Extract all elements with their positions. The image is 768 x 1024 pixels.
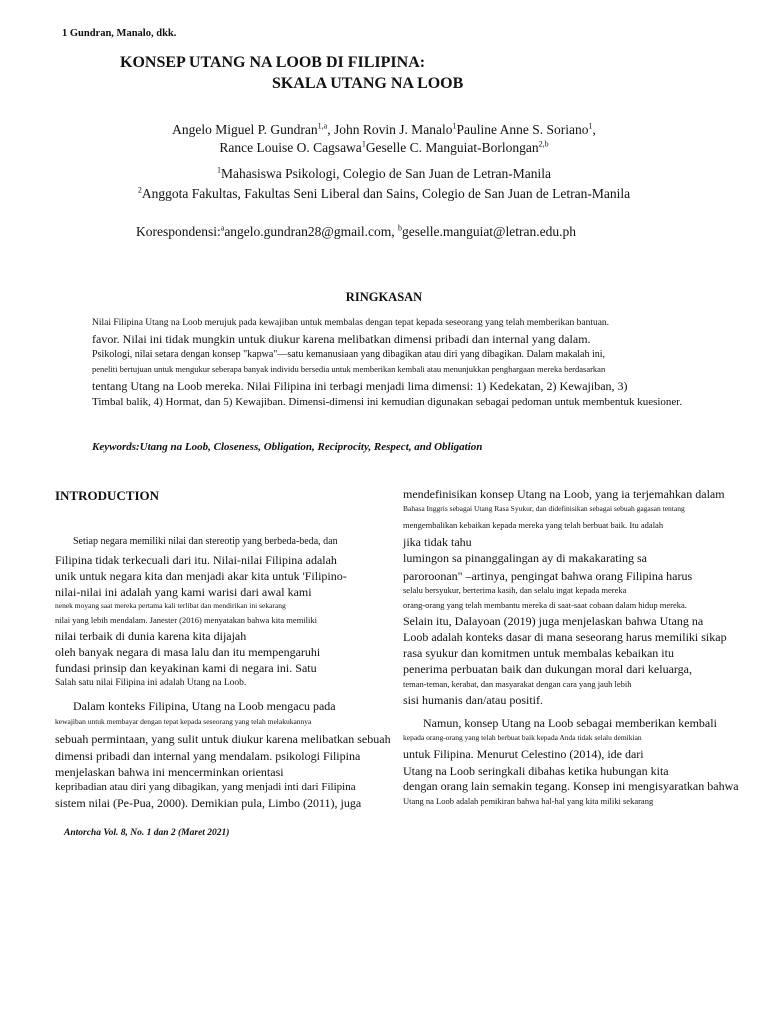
author-line-1 xyxy=(0,122,768,138)
body-line: Utang na Loob adalah pemikiran bahwa hal-hal yang kita miliki sekarang xyxy=(403,796,654,806)
body-line: nilai terbaik di dunia karena kita dijajah xyxy=(55,629,247,643)
author-name: Rance Louise O. Cagsawa xyxy=(219,140,362,155)
body-line: sebuah permintaan, yang sulit untuk diukur karena melibatkan sebuah xyxy=(55,732,391,746)
body-line: sistem nilai (Pe-Pua, 2000). Demikian pula, Limbo (2011), juga xyxy=(55,796,362,810)
body-line: untuk Filipina. Menurut Celestino (2014), ide dari xyxy=(403,747,644,761)
body-line: teman-teman, kerabat, dan masyarakat dengan cara yang jauh lebih xyxy=(403,679,632,689)
body-line: nilai yang lebih mendalam. Janester (2016) menyatakan bahwa kita memiliki xyxy=(55,615,318,625)
body-line: nenek moyang saat mereka pertama kali terlibat dan mendirikan ini sekarang xyxy=(55,601,286,610)
abstract-line: Timbal balik, 4) Hormat, dan 5) Kewajiban. Dimensi-dimensi ini kemudian digunakan sebagai pedoman untuk membentuk kuesioner. xyxy=(92,396,683,408)
abstract-line: Nilai Filipina Utang na Loob merujuk pada kewajiban untuk membalas dengan tepat kepada seseorang yang telah memberikan bantuan. xyxy=(92,318,610,328)
section-heading-introduction: INTRODUCTION xyxy=(55,488,160,503)
body-line: rasa syukur dan komitmen untuk membalas kebaikan itu xyxy=(403,646,674,660)
body-line: sisi humanis dan/atau positif. xyxy=(403,693,543,707)
affiliation-2 xyxy=(0,186,768,202)
paper-title-line-1: KONSEP UTANG NA LOOB DI FILIPINA: xyxy=(120,54,426,71)
body-line: selalu bersyukur, berterima kasih, dan selalu ingat kepada mereka xyxy=(403,585,627,595)
abstract-heading: RINGKASAN xyxy=(345,290,423,304)
abstract-line: Psikologi, nilai setara dengan konsep "kapwa"—satu kemanusiaan yang dibagikan atau diri yang dibagikan. Dalam makalah ini, xyxy=(92,349,606,360)
affiliation-text: Anggota Fakultas, Fakultas Seni Liberal dan Sains, Colegio de San Juan de Letran-Manila xyxy=(141,186,631,201)
body-line: Selain itu, Dalayoan (2019) juga menjelaskan bahwa Utang na xyxy=(403,614,704,628)
body-line: kepada orang-orang yang telah berbuat baik kepada Anda tidak selalu demikian xyxy=(403,733,642,742)
paper-title-line-2: SKALA UTANG NA LOOB xyxy=(272,75,464,92)
body-line: kepribadian atau diri yang dibagikan, yang menjadi inti dari Filipina xyxy=(55,781,356,793)
body-line: jika tidak tahu xyxy=(403,535,472,549)
body-line: Utang na Loob seringkali dibahas ketika hubungan kita xyxy=(403,764,669,778)
body-line: Setiap negara memiliki nilai dan stereotip yang berbeda-beda, dan xyxy=(73,536,338,547)
journal-footer: Antorcha Vol. 8, No. 1 dan 2 (Maret 2021) xyxy=(64,828,230,838)
body-line: dimensi pribadi dan internal yang mendalam. psikologi Filipina xyxy=(55,749,361,763)
body-line: Bahasa Inggris sebagai Utang Rasa Syukur, dan didefinisikan sebagai sebuah gagasan tentang xyxy=(403,504,685,513)
body-line: lumingon sa pinanggalingan ay di makakarating sa xyxy=(403,551,647,565)
body-line: fundasi prinsip dan keyakinan kami di negara ini. Satu xyxy=(55,661,317,675)
body-line: penerima perbuatan baik dan dukungan moral dari keluarga, xyxy=(403,662,693,676)
affiliation-superscript: 1 xyxy=(217,165,222,175)
body-line: dengan orang lain semakin tegang. Konsep ini mengisyaratkan bahwa xyxy=(403,779,739,793)
body-line: Loob adalah konteks dasar di mana seseorang harus memiliki sikap xyxy=(403,630,727,644)
body-line: Salah satu nilai Filipina ini adalah Utang na Loob. xyxy=(55,678,247,688)
affiliation-superscript: 2 xyxy=(137,185,142,195)
correspondence-label: Korespondensi: xyxy=(136,224,221,239)
body-line: mendefinisikan konsep Utang na Loob, yang ia terjemahkan dalam xyxy=(403,487,725,501)
author-superscript: 1 xyxy=(452,121,457,131)
body-line: Filipina tidak terkecuali dari itu. Nilai-nilai Filipina adalah xyxy=(55,553,337,567)
body-line: nilai-nilai ini adalah yang kami warisi dari awal kami xyxy=(55,585,312,599)
body-line: Namun, konsep Utang na Loob sebagai memberikan kembali xyxy=(423,716,717,730)
abstract-line: peneliti bertujuan untuk mengukur seberapa banyak individu bersedia untuk memberikan kembali atau menunjukkan penghargaan mereka berdasarkan xyxy=(92,364,606,374)
author-name: Angelo Miguel P. Gundran xyxy=(172,122,318,137)
body-line: mengembalikan kebaikan kepada mereka yang telah berbuat baik. Itu adalah xyxy=(403,520,664,530)
author-name: Pauline Anne S. Soriano xyxy=(456,122,589,137)
author-name: , John Rovin J. Manalo xyxy=(327,122,453,137)
body-line: menjelaskan bahwa ini mencerminkan orientasi xyxy=(55,765,284,779)
author-superscript: 1,a xyxy=(317,121,328,131)
author-line-2 xyxy=(0,140,768,156)
body-line: unik untuk negara kita dan menjadi akar kita untuk 'Filipino- xyxy=(55,569,347,583)
running-header: 1 Gundran, Manalo, dkk. xyxy=(62,28,177,39)
abstract-line: tentang Utang na Loob mereka. Nilai Filipina ini terbagi menjadi lima dimensi: 1) Kedekatan, 2) Kewajiban, 3) xyxy=(92,379,628,393)
correspondence xyxy=(136,224,576,240)
email-superscript: b xyxy=(397,223,402,233)
abstract-line: favor. Nilai ini tidak mungkin untuk diukur karena melibatkan dimensi pribadi dan internal yang dalam. xyxy=(92,332,591,346)
email-link[interactable]: angelo.gundran28@gmail.com, xyxy=(224,224,398,239)
author-name: Geselle C. Manguiat-Borlongan xyxy=(365,140,539,155)
author-separator: , xyxy=(592,122,596,137)
body-line: oleh banyak negara di masa lalu dan itu mempengaruhi xyxy=(55,645,321,659)
email-superscript: a xyxy=(220,223,225,233)
body-line: paroroonan" –artinya, pengingat bahwa orang Filipina harus xyxy=(403,569,693,583)
body-line: kewajiban untuk membayar dengan tepat kepada seseorang yang telah melakukannya xyxy=(55,717,312,726)
author-superscript: 1 xyxy=(588,121,593,131)
affiliation-1 xyxy=(0,166,768,182)
keywords: Keywords:Utang na Loob, Closeness, Obligation, Reciprocity, Respect, and Obligation xyxy=(92,441,483,453)
author-superscript: 2,b xyxy=(538,139,549,149)
body-line: orang-orang yang telah membantu mereka di saat-saat cobaan dalam hidup mereka. xyxy=(403,600,687,610)
body-line: Dalam konteks Filipina, Utang na Loob mengacu pada xyxy=(73,699,336,713)
email-link[interactable]: geselle.manguiat@letran.edu.ph xyxy=(401,224,576,239)
author-superscript: 1 xyxy=(361,139,366,149)
affiliation-text: Mahasiswa Psikologi, Colegio de San Juan de Letran-Manila xyxy=(221,166,551,181)
